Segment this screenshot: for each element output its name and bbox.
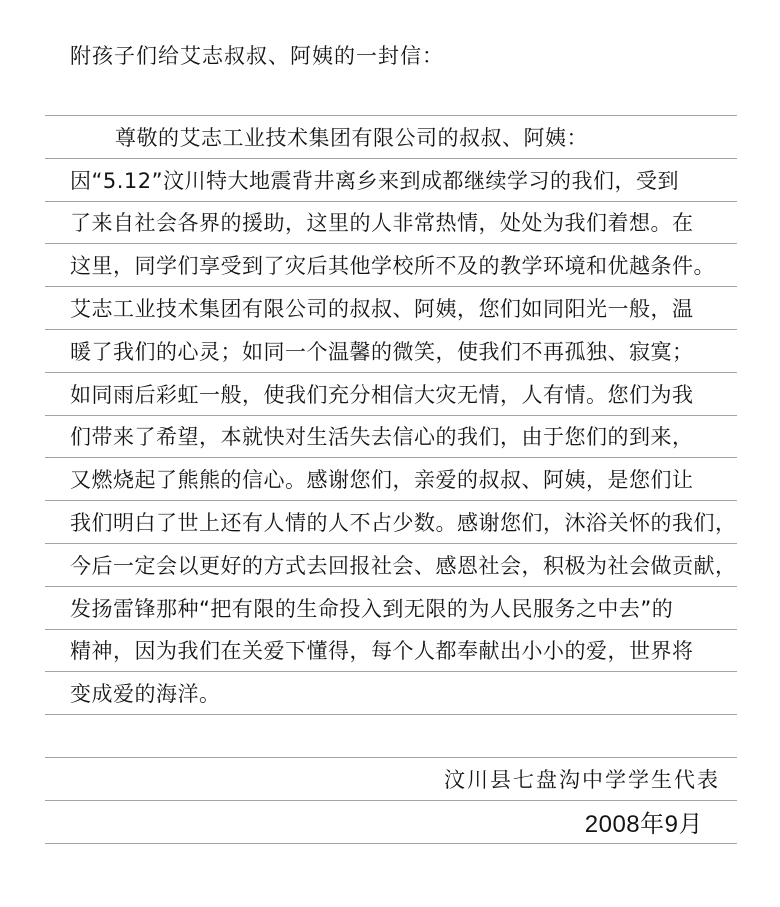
letter-line (45, 287, 737, 330)
letter-line-text: 精神，因为我们在关爱下懂得，每个人都奉献出小小的爱，世界将 (70, 639, 694, 664)
letter-line (45, 544, 737, 587)
letter-line-text: 变成爱的海洋。 (70, 682, 221, 707)
letter-line (45, 373, 737, 416)
letter-line (45, 159, 737, 202)
letter-line-text: 今后一定会以更好的方式去回报社会、感恩社会，积极为社会做贡献， (70, 553, 737, 578)
salutation-row (45, 116, 737, 159)
letter-line-text: 艾志工业技术集团有限公司的叔叔、阿姨，您们如同阳光一般，温 (70, 297, 694, 322)
letter-line (45, 244, 737, 287)
letter-line (45, 416, 737, 459)
ruled-letter-area (45, 115, 737, 844)
letter-line (45, 587, 737, 630)
letter-line-text: 了来自社会各界的援助，这里的人非常热情，处处为我们着想。在 (70, 211, 694, 236)
salutation-text: 尊敬的艾志工业技术集团有限公司的叔叔、阿姨： (115, 125, 588, 150)
intro-line: 附孩子们给艾志叔叔、阿姨的一封信： (70, 44, 444, 68)
letter-line (45, 202, 737, 245)
signature-row (45, 758, 737, 801)
letter-line-text: 发扬雷锋那种“把有限的生命投入到无限的为人民服务之中去”的 (70, 596, 674, 621)
letter-line-text: 因“5.12”汶川特大地震背井离乡来到成都继续学习的我们，受到 (70, 168, 680, 193)
date-text: 2008年9月 (584, 811, 703, 839)
letter-line (45, 501, 737, 544)
letter-line-text: 又燃烧起了熊熊的信心。感谢您们，亲爱的叔叔、阿姨，是您们让 (70, 468, 694, 493)
letter-line-text: 暖了我们的心灵；如同一个温馨的微笑，使我们不再孤独、寂寞； (70, 339, 694, 364)
blank-line (45, 715, 737, 758)
signature-text: 汶川县七盘沟中学学生代表 (444, 767, 720, 792)
letter-line-text: 我们明白了世上还有人情的人不占少数。感谢您们，沐浴关怀的我们， (70, 511, 737, 536)
letter-line-text: 们带来了希望，本就快对生活失去信心的我们，由于您们的到来， (70, 425, 694, 450)
letter-line (45, 630, 737, 673)
letter-line (45, 458, 737, 501)
letter-line (45, 672, 737, 715)
letter-line (45, 330, 737, 373)
letter-line-text: 这里，同学们享受到了灾后其他学校所不及的教学环境和优越条件。 (70, 254, 715, 279)
letter-line-text: 如同雨后彩虹一般，使我们充分相信大灾无情，人有情。您们为我 (70, 382, 694, 407)
date-row (45, 801, 737, 844)
